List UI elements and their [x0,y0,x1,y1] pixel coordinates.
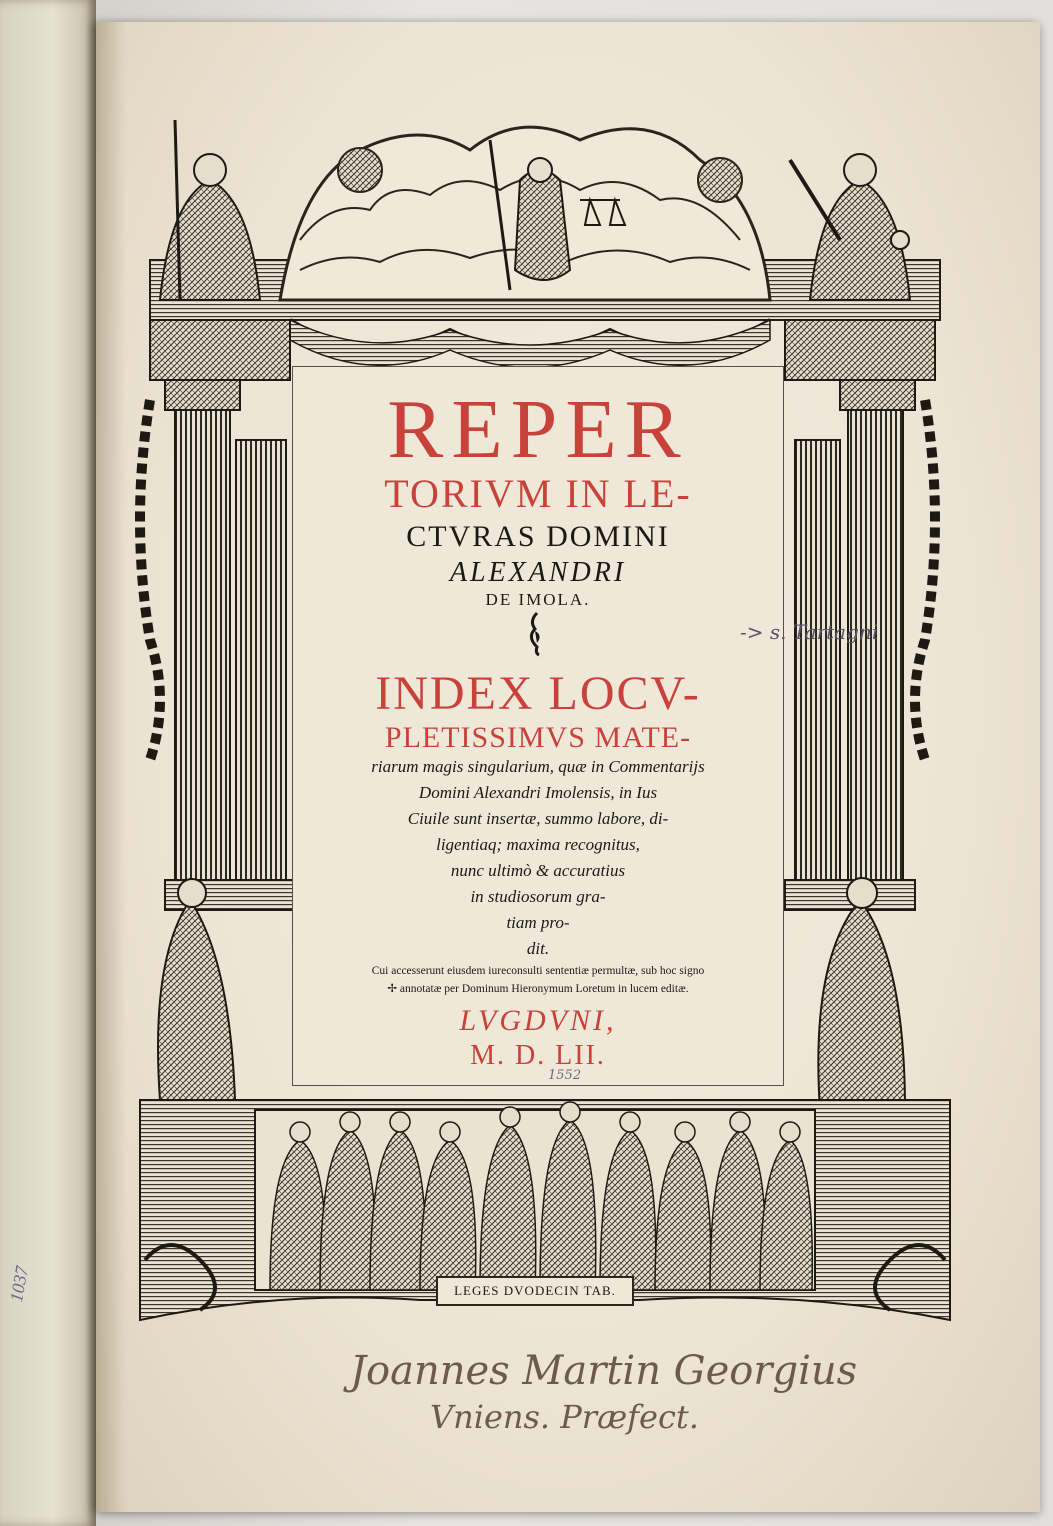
right-columns [785,320,935,910]
ownership-inscription-line-2: Vniens. Præfect. [430,1398,699,1436]
left-prophet-figure [158,879,235,1100]
right-prophet-figure [818,878,905,1110]
index-text-line: tiam pro- [506,913,570,932]
pope-figure [160,120,260,300]
year-note: 1552 [548,1068,582,1083]
fleuron-ornament [525,611,549,657]
index-text-line: dit. [526,939,550,958]
index-text-line: nunc ultimò & accuratius [450,861,626,880]
frieze-cartouche [436,1276,634,1306]
title-text-panel [292,366,784,1086]
title-line-1: REPER [387,383,689,476]
index-text-line: Domini Alexandri Imolensis, in Ius [418,783,658,802]
title-line-3: CTVRAS DOMINI [406,520,670,553]
index-line-1: INDEX LOCV- [375,667,701,720]
index-text-line: in studiosorum gra- [470,887,606,906]
cover-pencil-mark: 1037 [6,1264,32,1304]
title-line-5: DE IMOLA. [485,590,591,609]
title-line-4: ALEXANDRI [449,557,627,588]
index-text-line: Ciuile sunt insertæ, summo labore, di- [407,809,669,828]
margin-note: -> s. Tartagni [740,620,879,644]
title-line-2: TORIVM IN LE- [384,471,692,516]
addendum-line: Cui accesserunt eiusdem iureconsulti sententiæ permultæ, sub hoc signo [371,965,705,977]
index-line-2: PLETISSIMVS MATE- [384,721,692,754]
index-text-line: riarum magis singularium, quæ in Commentarijs [371,757,705,776]
imprint-place: LVGDVNI, [459,1004,617,1037]
cartouche-text: LEGES DVODECIN TAB. [454,1283,616,1298]
index-text-line: ligentiaq; maxima recognitus, [436,835,640,854]
ownership-inscription-line-1: Joannes Martin Georgius [350,1348,858,1394]
left-columns [140,320,295,910]
imprint-year: M. D. LII. [470,1040,606,1071]
addendum-line: ✢ annotatæ per Dominum Hieronymum Loretum in lucem editæ. [387,983,689,995]
